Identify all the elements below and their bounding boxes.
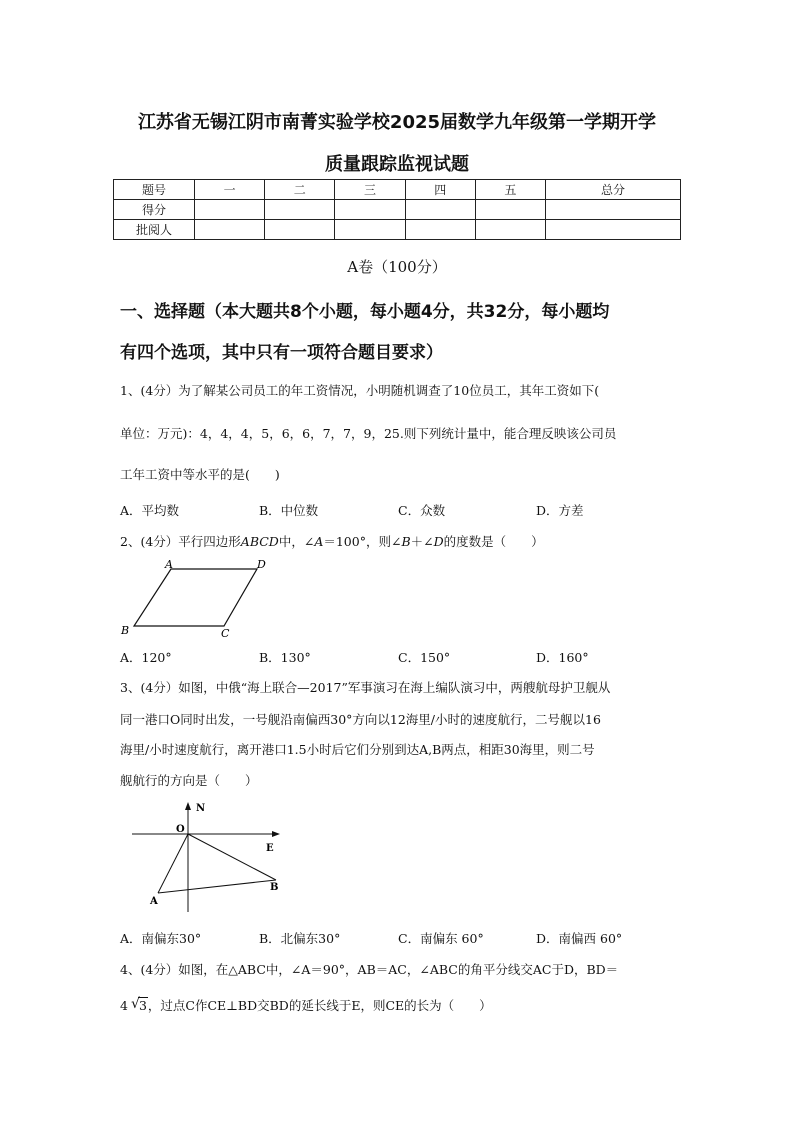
q2-stem-d: D	[433, 534, 444, 549]
q1-option-a[interactable]: A．平均数	[120, 503, 180, 518]
score-cell[interactable]	[546, 200, 681, 220]
score-header-cell: 总分	[546, 180, 681, 200]
score-cell[interactable]	[405, 200, 475, 220]
sqrt-sign: √	[130, 996, 140, 1012]
score-header-cell: 四	[405, 180, 475, 200]
q2-parallelogram-figure	[120, 558, 280, 642]
q2-label-b: B	[121, 624, 130, 637]
part1-heading-line1: 一、选择题（本大题共8个小题，每小题4分，共32分，每小题均	[120, 302, 610, 322]
q3-stem-line4: 舰航行的方向是（ ）	[120, 773, 258, 788]
q2-stem-abcd: ABCD	[240, 534, 279, 549]
q3-label-b: B	[270, 882, 279, 893]
q2-option-c[interactable]: C．150°	[398, 650, 451, 665]
q2-options	[120, 648, 680, 666]
sqrt-coefficient: 4	[120, 998, 128, 1013]
q3-option-b[interactable]: B．北偏东30°	[259, 931, 341, 946]
score-cell[interactable]	[195, 220, 265, 240]
score-cell[interactable]	[475, 200, 545, 220]
score-cell[interactable]	[335, 200, 405, 220]
q2-stem-b: B	[401, 534, 411, 549]
q2-stem-mid1: 中，∠	[278, 534, 315, 549]
score-table	[113, 179, 681, 240]
q2-stem	[120, 532, 690, 550]
q3-label-a: A	[150, 896, 158, 907]
score-header-cell: 三	[335, 180, 405, 200]
q3-label-o: O	[176, 824, 185, 835]
exam-title-line1: 江苏省无锡江阴市南菁实验学校2025届数学九年级第一学期开学	[137, 112, 657, 133]
score-header-cell: 题号	[114, 180, 195, 200]
segment-ab	[158, 880, 279, 893]
q2-label-a: A	[165, 558, 173, 571]
score-cell[interactable]	[405, 220, 475, 240]
sqrt-radicand: 3	[138, 998, 147, 1013]
score-table-row	[114, 200, 681, 220]
q3-option-a[interactable]: A．南偏东30°	[120, 931, 202, 946]
q2-stem-mid3: ＋∠	[410, 534, 434, 549]
q2-stem-suffix: 的度数是（ ）	[443, 534, 544, 549]
part1-heading-line2: 有四个选项，其中只有一项符合题目要求）	[120, 343, 443, 363]
score-row-label: 得分	[114, 200, 195, 220]
q1-option-b[interactable]: B．中位数	[259, 503, 319, 518]
score-cell[interactable]	[335, 220, 405, 240]
q2-option-a[interactable]: A．120°	[120, 650, 172, 665]
score-table-row	[114, 220, 681, 240]
q3-direction-figure	[128, 800, 288, 916]
exam-title-line2: 质量跟踪监视试题	[325, 154, 469, 175]
q3-stem-line1: 3、(4分）如图，中俄“海上联合—2017”军事演习在海上编队演习中，两艘航母护卫舰从	[120, 680, 611, 695]
score-header-cell: 一	[195, 180, 265, 200]
north-arrowhead	[185, 802, 191, 810]
score-cell[interactable]	[475, 220, 545, 240]
q1-options	[120, 501, 680, 519]
parallelogram-shape	[134, 569, 257, 626]
q2-stem-a: A	[314, 534, 324, 549]
score-cell[interactable]	[265, 200, 335, 220]
segment-ob	[188, 834, 276, 880]
q1-stem-line2: 单位：万元)：4，4，4，5，6，6，7，7，9，25.则下列统计量中，能合理反映该公司员	[120, 426, 617, 441]
q3-options	[120, 929, 680, 947]
score-header-cell: 二	[265, 180, 335, 200]
q1-stem-line1: 1、(4分）为了解某公司员工的年工资情况，小明随机调查了10位员工，其年工资如下(	[120, 383, 600, 398]
q3-stem-line2: 同一港口O同时出发，一号舰沿南偏西30°方向以12海里/小时的速度航行，二号舰以16	[120, 712, 601, 727]
q2-option-b[interactable]: B．130°	[259, 650, 311, 665]
score-cell[interactable]	[265, 220, 335, 240]
q4-stem-line1: 4、(4分）如图，在△ABC中，∠A＝90°，AB＝AC，∠ABC的角平分线交AC于D，BD＝	[120, 962, 619, 977]
q3-option-d[interactable]: D．南偏西 60°	[536, 931, 623, 946]
q2-option-d[interactable]: D．160°	[536, 650, 589, 665]
east-arrowhead	[272, 831, 280, 837]
q2-label-c: C	[221, 627, 230, 640]
q3-label-e: E	[266, 843, 274, 854]
q2-stem-prefix: 2、(4分）平行四边形	[120, 534, 241, 549]
q3-label-n: N	[196, 803, 206, 814]
q1-stem-line3: 工年工资中等水平的是( )	[120, 467, 280, 482]
q2-stem-mid2: ＝100°，则∠	[323, 534, 402, 549]
sqrt-expression	[131, 998, 148, 1013]
q4-stem-line2	[120, 996, 690, 1014]
q1-option-d[interactable]: D．方差	[536, 503, 584, 518]
q4-stem-line2-text: ，过点C作CE⊥BD交BD的延长线于E，则CE的长为（ ）	[147, 998, 492, 1013]
score-cell[interactable]	[546, 220, 681, 240]
section-a-heading: A卷（100分）	[347, 258, 447, 276]
q3-stem-line3: 海里/小时速度航行，离开港口1.5小时后它们分别到达A,B两点，相距30海里，则二号	[120, 742, 595, 757]
q3-option-c[interactable]: C．南偏东 60°	[398, 931, 484, 946]
segment-oa	[158, 834, 188, 893]
score-cell[interactable]	[195, 200, 265, 220]
q2-label-d: D	[257, 558, 266, 571]
score-table-header-row	[114, 180, 681, 200]
q1-option-c[interactable]: C．众数	[398, 503, 446, 518]
score-row-label: 批阅人	[114, 220, 195, 240]
score-header-cell: 五	[475, 180, 545, 200]
